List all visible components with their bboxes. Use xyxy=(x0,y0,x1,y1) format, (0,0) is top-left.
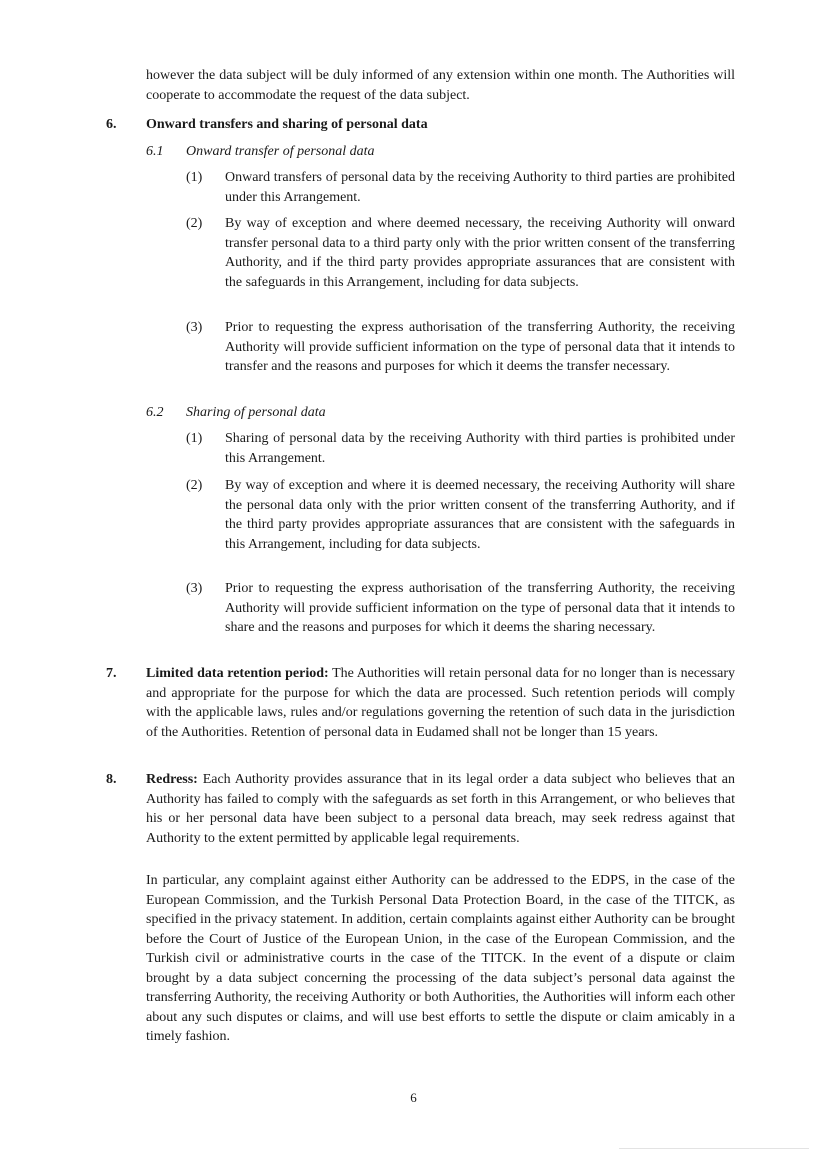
section-6-title: Onward transfers and sharing of personal data xyxy=(146,117,428,132)
item-6-2-3-text: Prior to requesting the express authorisation of the transferring Authority, the receiving Authority will provide sufficient information on the type of personal data that it intends to share and the reasons and purposes for which it deems the sharing necessary. xyxy=(225,581,735,635)
intro-paragraph: however the data subject will be duly informed of any extension within one month. The Authorities will cooperate to accommodate the request of the data subject. xyxy=(146,68,735,103)
section-8-paragraph-2: In particular, any complaint against either Authority can be addressed to the EDPS, in the case of the European Commission, and the Turkish Personal Data Protection Board, in the case of the TITCK, as specified in the privacy statement. In addition, certain complaints against either Authority can be brought before the Court of Justice of the European Union, in the case of the European Commission, and the Turkish civil or administrative courts in the case of the TITCK. In the event of a dispute or claim brought by a data subject concerning the processing of the data subject’s personal data against the transferring Authority, the receiving Authority or both Authorities, the Authorities will inform each other about any such disputes or claims, and will use best efforts to settle the dispute or claim amicably in a timely fashion. xyxy=(146,873,735,1044)
scan-edge-divider xyxy=(619,1148,809,1155)
item-6-1-3-number: (3) xyxy=(186,320,203,335)
section-8-title: Redress: xyxy=(146,772,198,787)
section-7-paragraph xyxy=(146,664,735,742)
section-8-text: Each Authority provides assurance that in its legal order a data subject who believes that an Authority has failed to comply with the safeguards as set forth in this Arrangement, or who believes that his or her personal data have been subject to a personal data breach, may seek redress against that Authority to the extent permitted by applicable legal requirements. xyxy=(146,772,735,846)
section-7-text: The Authorities will retain personal data for no longer than is necessary and appropriate for the purpose for which the data are processed. Such retention periods will comply with the applicable laws, rules and/or regulations governing the retention of such data in the jurisdiction of the Authorities. Retention of personal data in Eudamed shall not be longer than 15 years. xyxy=(146,666,735,740)
item-6-1-2-text: By way of exception and where deemed necessary, the receiving Authority will onward transfer personal data to a third party only with the prior written consent of the transferring Authority, and if the third party provides appropriate assurances that are consistent with the safeguards in this Arrangement, including for data subjects. xyxy=(225,216,735,290)
item-6-2-2-number: (2) xyxy=(186,478,203,493)
item-6-2-3-number: (3) xyxy=(186,581,203,596)
page-number: 6 xyxy=(410,1090,417,1105)
section-7-number: 7. xyxy=(106,666,117,681)
item-6-2-2-text: By way of exception and where it is deemed necessary, the receiving Authority will share the personal data only with the prior written consent of the transferring Authority, and if the third party provides appropriate assurances that are consistent with the safeguards in this Arrangement, including for data subjects. xyxy=(225,478,735,552)
item-6-2-1-text: Sharing of personal data by the receiving Authority with third parties is prohibited under this Arrangement. xyxy=(225,431,735,466)
section-7-title: Limited data retention period: xyxy=(146,666,329,681)
section-8-paragraph xyxy=(146,770,735,848)
item-6-1-2-number: (2) xyxy=(186,216,203,231)
item-6-2-1-number: (1) xyxy=(186,431,203,446)
item-6-1-1-text: Onward transfers of personal data by the receiving Authority to third parties are prohibited under this Arrangement. xyxy=(225,170,735,205)
subsection-6-1-title: Onward transfer of personal data xyxy=(186,144,375,159)
subsection-6-2-number: 6.2 xyxy=(146,405,164,420)
subsection-6-2-title: Sharing of personal data xyxy=(186,405,326,420)
section-6-number: 6. xyxy=(106,117,117,132)
section-8-number: 8. xyxy=(106,772,117,787)
item-6-1-3-text: Prior to requesting the express authorisation of the transferring Authority, the receiving Authority will provide sufficient information on the type of personal data that it intends to transfer and the reasons and purposes for which it deems the transfer necessary. xyxy=(225,320,735,374)
subsection-6-1-number: 6.1 xyxy=(146,144,164,159)
item-6-1-1-number: (1) xyxy=(186,170,203,185)
